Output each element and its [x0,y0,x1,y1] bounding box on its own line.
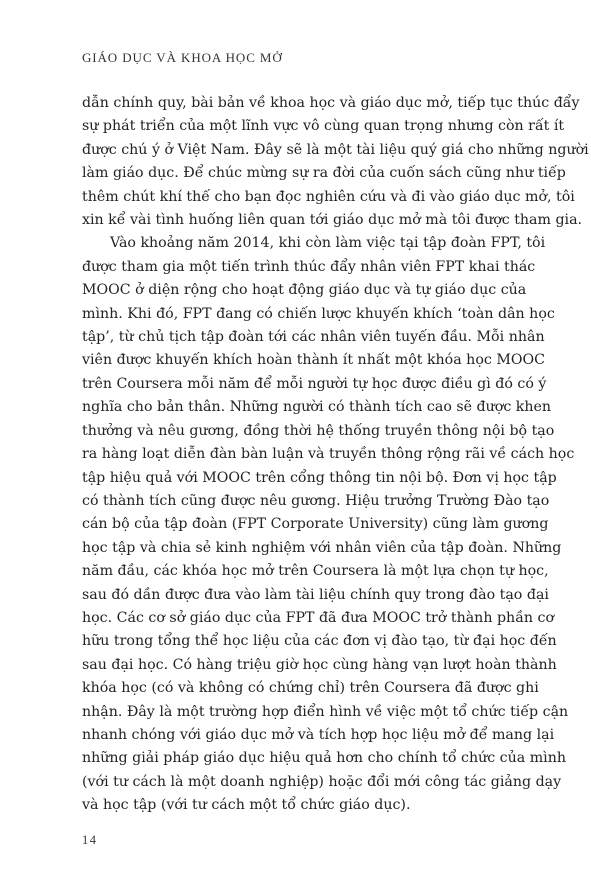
text-line: ra hàng loạt diễn đàn bàn luận và truyền thông rộng rãi về cách học [82,446,575,463]
text-line: nhận. Đây là một trường hợp điển hình về việc một tổ chức tiếp cận [82,703,569,720]
text-line: tập’, từ chủ tịch tập đoàn tới các nhân viên tuyến đầu. Mỗi nhân [82,329,545,346]
page-number: 14 [82,833,98,847]
text-line: sự phát triển của một lĩnh vực vô cùng quan trọng nhưng còn rất ít [82,118,565,135]
text-line: sau đại học. Có hàng triệu giờ học cùng hàng vạn lượt hoàn thành [82,656,557,673]
text-line: nhanh chóng với giáo dục mở và tích hợp học liệu mở để mang lại [82,726,555,743]
text-line: được tham gia một tiến trình thúc đẩy nhân viên FPT khai thác [82,258,536,275]
text-line: thưởng và nêu gương, đồng thời hệ thống truyền thông nội bộ tạo [82,422,555,439]
text-line: tập hiệu quả với MOOC trên cổng thông tin nội bộ. Đơn vị học tập [82,469,557,486]
text-line: viên được khuyến khích hoàn thành ít nhất một khóa học MOOC [82,352,545,369]
text-line: sau đó dần được đưa vào làm tài liệu chính quy trong đào tạo đại [82,586,549,603]
text-line: được chú ý ở Việt Nam. Đây sẽ là một tài liệu quý giá cho những người [82,141,589,158]
text-line: xin kể vài tình huống liên quan tới giáo dục mở mà tôi được tham gia. [82,212,583,229]
text-line: nghĩa cho bản thân. Những người có thành tích cao sẽ được khen [82,399,552,416]
text-line: học tập và chia sẻ kinh nghiệm với nhân viên của tập đoàn. Những [82,539,562,556]
text-line: dẫn chính quy, bài bản về khoa học và giáo dục mở, tiếp tục thúc đẩy [82,95,580,111]
text-line: năm đầu, các khóa học mở trên Coursera là một lựa chọn tự học, [82,563,549,580]
text-line: học. Các cơ sở giáo dục của FPT đã đưa MOOC trở thành phần cơ [82,609,555,626]
text-line: làm giáo dục. Để chúc mừng sự ra đời của cuốn sách cũng như tiếp [82,165,566,182]
text-line: khóa học (có và không có chứng chỉ) trên Coursera đã được ghi [82,680,539,697]
text-line: (với tư cách là một doanh nghiệp) hoặc đổi mới công tác giảng dạy [82,773,562,790]
text-line: Vào khoảng năm 2014, khi còn làm việc tại tập đoàn FPT, tôi [110,235,546,252]
text-line: cán bộ của tập đoàn (FPT Corporate University) cũng làm gương [82,516,549,533]
text-line: có thành tích cũng được nêu gương. Hiệu trưởng Trường Đào tạo [82,492,550,509]
text-line: thêm chút khí thế cho bạn đọc nghiên cứu và đi vào giáo dục mở, tôi [82,188,575,205]
text-line: MOOC ở diện rộng cho hoạt động giáo dục và tự giáo dục của [82,282,527,299]
text-line: hữu trong tổng thể học liệu của các đơn vị đào tạo, từ đại học đến [82,633,557,650]
body-text [82,92,589,818]
text-line: và học tập (với tư cách một tổ chức giáo dục). [82,797,411,814]
text-line: trên Coursera mỗi năm để mỗi người tự học được điều gì đó có ý [82,375,547,392]
text-line: mình. Khi đó, FPT đang có chiến lược khuyến khích ‘toàn dân học [82,305,555,322]
running-header: GIÁO DỤC VÀ KHOA HỌC MỞ [82,50,283,65]
text-line: những giải pháp giáo dục hiệu quả hơn cho chính tổ chức của mình [82,750,566,767]
